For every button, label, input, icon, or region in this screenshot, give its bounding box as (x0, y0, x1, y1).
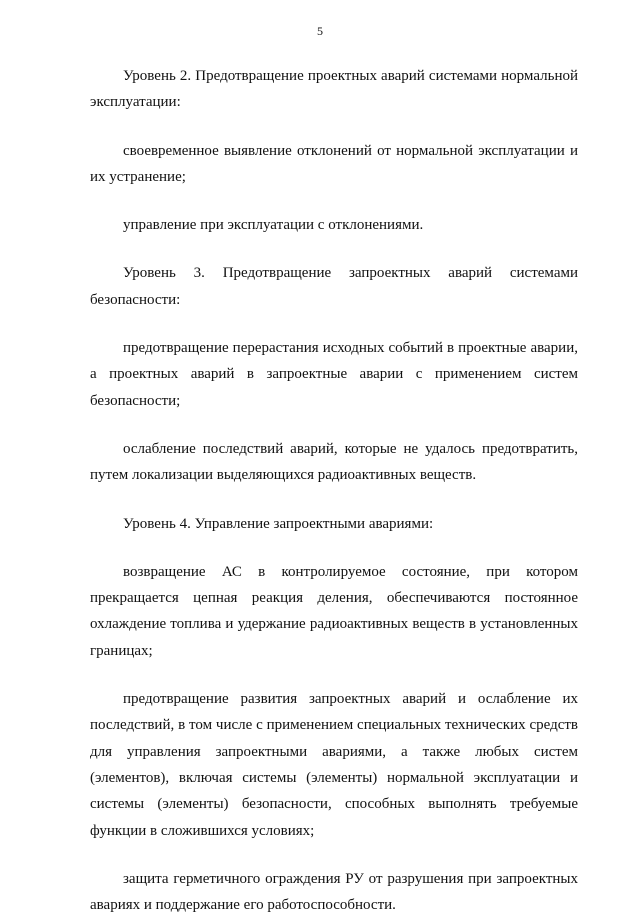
paragraph-deviation-detection: своевременное выявление отклонений от нормальной эксплуатации и их устранение; (90, 142, 578, 185)
paragraph-prevent-escalation: предотвращение перерастания исходных событий в проектные аварии, а проектных аварий в запроектные аварии с применением систем безопасности; (90, 340, 578, 409)
paragraph-level-3-heading: Уровень 3. Предотвращение запроектных аварий системами безопасности: (90, 265, 578, 308)
page-number: 5 (317, 24, 323, 38)
paragraph-containment-protection: защита герметичного ограждения РУ от разрушения при запроектных авариях и поддержание его работоспособности. (90, 870, 578, 914)
paragraph-controlled-state: возвращение АС в контролируемое состояние, при котором прекращается цепная реакция деления, обеспечиваются постоянное охлаждение топлива и удержание радиоактивных веществ в установленных границах; (90, 563, 578, 659)
paragraph-mitigation: ослабление последствий аварий, которые не удалось предотвратить, путем локализации выделяющихся радиоактивных веществ. (90, 440, 578, 484)
document-body (90, 63, 578, 918)
paragraph-level-2-heading: Уровень 2. Предотвращение проектных аварий системами нормальной эксплуатации: (90, 68, 578, 111)
paragraph-prevent-development: предотвращение развития запроектных аварий и ослабление их последствий, в том числе с применением специальных технических средств для управления запроектными авариями, а также любых систем (элементов), включая системы (элементы) нормальной эксплуатации и системы (элементы) безопасности, способных выполнять требуемые функции в сложившихся условиях; (90, 691, 578, 839)
paragraph-operation-control: управление при эксплуатации с отклонениями. (123, 217, 424, 234)
paragraph-level-4-heading: Уровень 4. Управление запроектными авариями: (123, 515, 434, 532)
